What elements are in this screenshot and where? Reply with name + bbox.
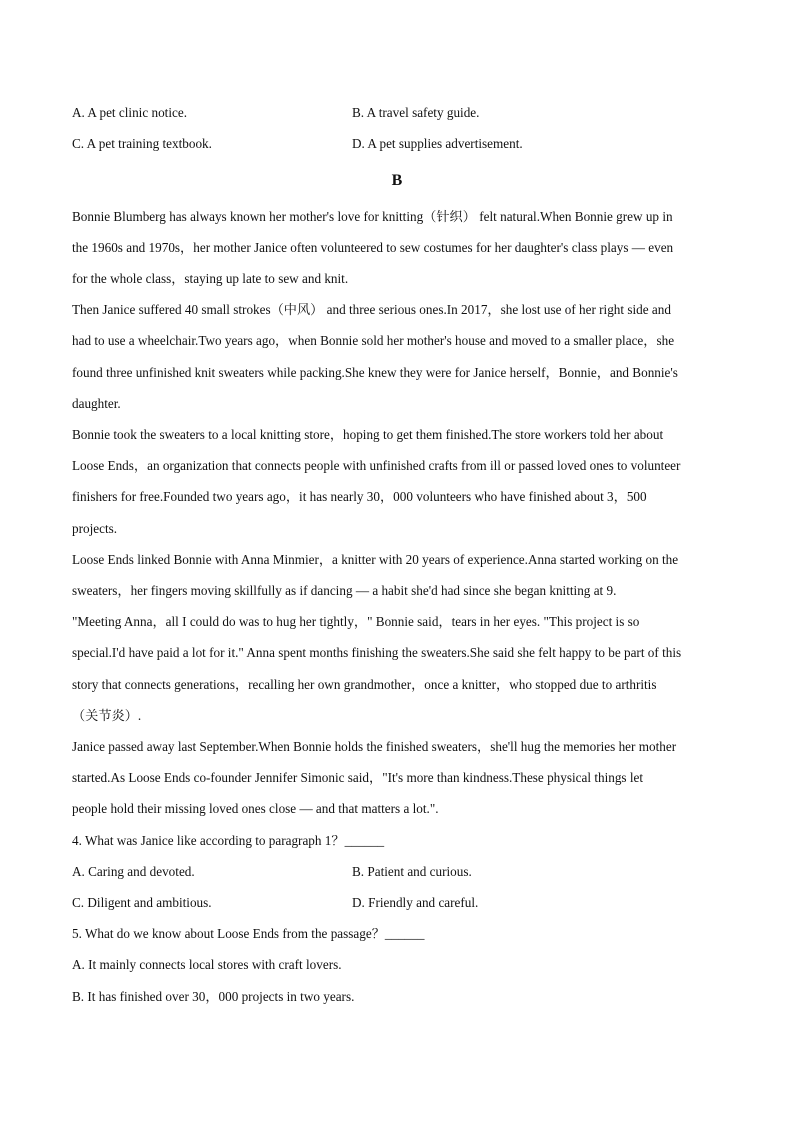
passage-line: Janice passed away last September.When Bonnie holds the finished sweaters，she'll hug the memories her mother [72,739,677,754]
option-a: A. A pet clinic notice. [72,105,187,120]
passage-line: the 1960s and 1970s，her mother Janice often volunteered to sew costumes for her daughter's class plays — even [72,240,674,255]
passage-line: Loose Ends linked Bonnie with Anna Minmier，a knitter with 20 years of experience.Anna started working on the [72,552,679,567]
option-c: C. A pet training textbook. [72,136,212,151]
section-heading: B [391,172,403,189]
passage-line: finishers for free.Founded two years ago，it has nearly 30，000 volunteers who have finished about 3，500 [72,489,647,504]
passage-line: Loose Ends，an organization that connects people with unfinished crafts from ill or passed loved ones to volunteer [72,458,681,473]
q4-option-a: A. Caring and devoted. [72,864,195,879]
passage-line: Bonnie Blumberg has always known her mother's love for knitting（针织） felt natural.When Bonnie grew up in [72,209,673,224]
passage-line: （关节炎）. [72,708,142,723]
passage-line: projects. [72,521,118,536]
passage-line: had to use a wheelchair.Two years ago，when Bonnie sold her mother's house and moved to a smaller place，she [72,333,675,348]
passage-line: special.I'd have paid a lot for it." Anna spent months finishing the sweaters.She said she felt happy to be part of this [72,645,682,660]
question-5-stem: 5. What do we know about Loose Ends from the passage？______ [72,926,425,941]
passage-line: found three unfinished knit sweaters while packing.She knew they were for Janice herself，Bonnie，and Bonnie's [72,365,678,380]
passage-line: started.As Loose Ends co-founder Jennifer Simonic said，"It's more than kindness.These physical things let [72,770,644,785]
passage-line: story that connects generations，recalling her own grandmother，once a knitter，who stopped due to arthritis [72,677,657,692]
passage-line: Bonnie took the sweaters to a local knitting store，hoping to get them finished.The store workers told her about [72,427,664,442]
passage-line: "Meeting Anna，all I could do was to hug her tightly，" Bonnie said，tears in her eyes. "This project is so [72,614,640,629]
passage-line: sweaters，her fingers moving skillfully as if dancing — a habit she'd had since she began knitting at 9. [72,583,617,598]
passage-line: Then Janice suffered 40 small strokes（中风） and three serious ones.In 2017，she lost use of her right side and [72,302,671,317]
question-4-stem: 4. What was Janice like according to paragraph 1？______ [72,833,385,848]
option-d: D. A pet supplies advertisement. [352,136,523,151]
q4-option-c: C. Diligent and ambitious. [72,895,212,910]
q4-option-d: D. Friendly and careful. [352,895,479,910]
option-b: B. A travel safety guide. [352,105,480,120]
passage-line: people hold their missing loved ones close — and that matters a lot.". [72,801,439,816]
q5-option-b: B. It has finished over 30，000 projects in two years. [72,989,355,1004]
passage-line: daughter. [72,396,121,411]
q5-option-a: A. It mainly connects local stores with craft lovers. [72,957,342,972]
passage-line: for the whole class，staying up late to sew and knit. [72,271,349,286]
q4-option-b: B. Patient and curious. [352,864,472,879]
